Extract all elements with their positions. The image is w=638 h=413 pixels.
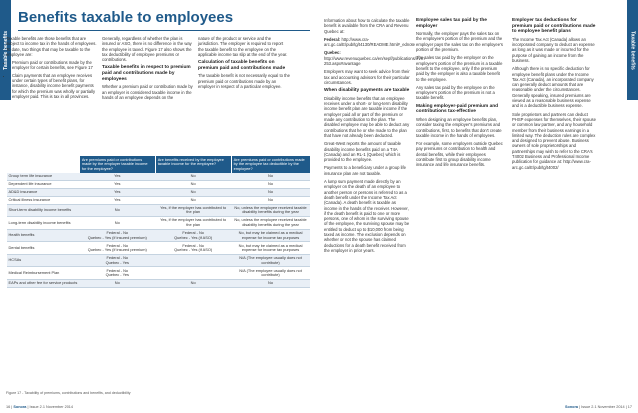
right-footer: Sonora | Issue 2.1 November 2014 | 17 [564,405,632,409]
employer-premium-taxable-cell: Yes [79,196,155,204]
federal-link[interactable]: http://www.cra-arc.gc.ca/E/pub/tg/t4130/README.html#_ednote [324,36,416,48]
employee-deductible-cell: No, but may be claimed as a medical expense for income tax purposes [231,242,310,255]
row-label: Critical illness insurance [7,196,80,204]
quebec-label: Quebec: [324,50,341,56]
employee-deductible-cell: No, unless the employee received taxable disability benefits during the year [231,204,310,217]
employer-premium-taxable-cell: Yes [79,173,155,180]
section-heading: Taxable benefits in respect to premium paid and contributions made by employees [102,65,191,82]
list-item: • Premium paid or contributions made by the employer for certain benefits, see Figure 17 [12,60,98,71]
benefit-taxable-cell: No [155,280,231,288]
quebec-link[interactable]: http://www.revenuquebec.ca/en/sepf/publications/rn/rn-253.aspx#avantage [324,55,426,67]
left-side-tab-label: Taxable benefits [2,30,9,70]
taxable-items-list [12,60,98,99]
left-page [0,0,318,413]
row-label: Group term life insurance [7,173,80,180]
paragraph: Any sales tax paid by the employee on the employee's portion of the premium is not a taxable benefit. [416,84,495,101]
title-divider [18,30,310,31]
table-row [7,242,311,255]
employee-deductible-cell: No [231,180,310,188]
right-page [320,0,638,413]
row-label: Short-term disability income benefits [7,204,80,217]
paragraph: Generally, regardless of whether the plan is insured or ASO, there is no difference in the way the employee is taxed. Figure 17 also shows the tax deductibility of employee premiums or contributions. [102,36,192,63]
table-row [7,196,311,204]
left-column-3 [198,36,290,92]
left-column-2 [102,36,194,103]
paragraph: nature of the product or service and the jurisdiction. The employer is required to report the taxable benefit to the employee on the applicable income tax slip at the end of the year. [198,36,288,57]
employer-premium-taxable-cell: Federal - No Quebec - Yes [79,254,155,267]
page-number: 17 [627,405,632,409]
employer-premium-taxable-cell: Federal - No Quebec - Yes (if insured premium) [79,242,155,255]
right-side-tab [627,0,638,100]
paragraph: The sales tax paid by the employer on the employee's portion of the premium is a taxable benefit to the employee, only if the premium paid by the employer is also a taxable benefit to the employee. [416,55,503,82]
section-heading: Making employer-paid premium and contributions tax-effective [416,103,499,115]
employer-premium-taxable-cell: Yes [79,180,155,188]
table-row [7,180,311,188]
employee-deductible-cell: No [231,280,310,288]
employer-premium-taxable-cell: No [79,280,155,288]
row-label: EAPs and other fee for service products [7,280,80,288]
employer-premium-taxable-cell: Federal - No Quebec - Yes [79,267,155,280]
employer-premium-taxable-cell: No [79,217,155,230]
paragraph: Normally, the employer pays the sales tax on the employee's portion of the premium and the employer pays the sales tax on the employee's portion of the premium. [416,31,503,53]
page-number: 16 [6,405,11,409]
row-label: HCSAs [7,254,80,267]
paragraph: Sole proprietors and partners can deduct PHSP expenses for themselves, their spouse or common law partner, and any household member from their business earnings in a limited way. The deduction rules are complex and designed to prevent abuse. Business owners of sole proprietorships and partnerships may wish to refer to the CRA's T4002 Business and Professional Income publication for guidance at: http://www.cra-arc.gc.ca/E/pub/tg/t4002/ [512,111,596,170]
table-header-row [7,156,311,173]
benefit-taxable-cell: Yes, if the employer has contributed to the plan [155,204,231,217]
paragraph: The taxable benefit is not necessarily equal to the premium paid or contributions made by an employer in respect of a particular employee. [198,73,290,89]
table-row [7,267,311,280]
taxability-table-container [6,156,310,288]
right-column-3 [512,18,596,173]
row-label: Health benefits [7,229,80,242]
row-label: AD&D insurance [7,188,80,196]
section-heading: Calculation of taxable benefits on premium paid and contributions made [198,60,286,71]
table-row [7,204,311,217]
right-column-2 [416,18,504,171]
employee-deductible-cell: No [231,173,310,180]
section-heading: When disability payments are taxable [324,88,410,94]
row-label: Dental benefits [7,242,80,255]
employee-deductible-cell: No [231,196,310,204]
table-body [7,173,311,288]
paragraph: Disability income benefits that an employee receives under a short- or long-term disability income benefit plan are taxable income if the employer paid all or part of the premium or made any contribution to the plan. The disabled employee may be able to deduct any contributions that he or she made to the plan that have not already been deducted. [324,95,410,138]
table-row [7,188,311,196]
table-row [7,229,311,242]
right-column-1 [324,18,426,256]
left-column-1 [6,36,98,101]
section-heading: Employer tax deductions for premium paid or contributions made to employee benefit plans [512,18,596,35]
quebec-link-paragraph [324,50,426,67]
benefit-taxable-cell: Federal - No Quebec - Yes (if ASO) [155,229,231,242]
paragraph: When designing an employee benefits plan, consider taxing the employer's premiums and contributions, first, to benefits that don't create taxable income in the hands of employees. [416,116,502,138]
benefit-taxable-cell: No [155,196,231,204]
paragraph: Information about how to calculate the taxable benefit is available from the CRA and Revenu Quebec at: [324,18,410,34]
right-side-tab-label: Taxable benefits [629,30,636,70]
federal-link-paragraph [324,36,416,48]
header-cell: Are benefits received by the employee taxable income for the employee? [155,156,231,173]
paragraph: Whether a premium paid or contribution made by an employer is considered taxable income in the hands of an employee depends on the [102,84,193,100]
benefit-taxable-cell: No [155,173,231,180]
row-label: Medical Reimbursement Plan [7,267,80,280]
benefit-taxable-cell: Yes, if the employer has contributed to the plan [155,217,231,230]
benefit-taxable-cell: No [155,180,231,188]
list-item: • Claim payments that an employee receives under certain types of benefit plans, for instance, disability income benefit payments for which the premium was wholly or partially employer paid. This is tax in all provinces. [12,73,98,99]
paragraph: For example, some employers outside Quebec pay premiums or contribution to health and dental benefits, while their employees contribute first to group disability income insurance and life insurance benefits. [416,141,503,168]
paragraph: Payments to a beneficiary under a group life insurance plan are not taxable. [324,165,406,176]
left-footer: 16 | Sonora | Issue 2.1 November 2014 [6,405,74,409]
employee-deductible-cell: No, unless the employee received taxable disability benefits during the year [231,217,310,230]
table-row [7,280,311,288]
benefit-taxable-cell: Federal - No Quebec - Yes (if ASO) [155,242,231,255]
employer-premium-taxable-cell: No [79,204,155,217]
header-cell: Are premiums paid or contributions made by the employee tax deductible by the employee? [231,156,310,173]
section-heading: Employee sales tax paid by the employer [416,18,487,29]
benefit-taxable-cell [155,254,231,267]
paragraph: The Income Tax Act (Canada) allows an incorporated company to deduct an expense as long as it was made or incurred for the purpose of gaining an income from the business. [512,36,595,63]
paragraph: Great-West reports the amount of taxable disability income benefits paid on a T4A (Canada) and an RL-1 (Quebec) which is provided to the employee. [324,141,401,163]
figure-caption: Figure 17 - Taxability of premiums, contributions and benefits, and deductibility [6,391,131,395]
employee-deductible-cell: No [231,188,310,196]
federal-label: Federal: [324,36,341,42]
employer-premium-taxable-cell: Federal - No Quebec - Yes (if insured premium) [79,229,155,242]
benefit-taxable-cell [155,267,231,280]
table-row [7,217,311,230]
row-label: Long-term disability income benefits [7,217,80,230]
table-row [7,173,311,180]
row-label: Dependent life insurance [7,180,80,188]
paragraph: Employers may want to seek advice from their tax and accounting advisors for their particular circumstances. [324,69,410,85]
issue-info: Issue 2.1 November 2014 [581,405,625,409]
header-cell: Are premiums paid or contributions made by the employer taxable income for the employee? [79,156,155,173]
page-title: Benefits taxable to employees [18,9,234,26]
employee-deductible-cell: No, but may be claimed as a medical expense for income tax purposes [231,229,310,242]
table-row [7,254,311,267]
taxability-table [6,156,310,288]
issue-info: Issue 2.1 November 2014 [29,405,74,409]
brand-name: Sonora [564,405,579,409]
employee-deductible-cell: N/A (The employee usually does not contribute) [231,267,310,280]
brand-name: Sonora [13,405,27,409]
paragraph: A lump sum payment made directly by an employer on the death of an employee to another person or persons is referred to as a death benefit under the Income Tax Act (Canada). A death benefit is taxable as income in the hands of the receiver. However, if the death benefit is paid to one or more persons, one of whom is the surviving spouse of the employee, the surviving spouse may be entitled to deduct up to $10,000 from being taxed as income. The exclusion depends on whether or not the spouse has claimed deductions for a death benefit received from the employer in prior years. [324,179,410,253]
employer-premium-taxable-cell: Yes [79,188,155,196]
header-cell [7,156,80,173]
benefit-taxable-cell: No [155,188,231,196]
intro-paragraph: Taxable benefits are those benefits that are subject to income tax in the hands of employees. To date, two things that may be taxable to the employee are: [6,36,97,57]
employee-deductible-cell: N/A (The employee usually does not contribute) [231,254,310,267]
paragraph: Although there is no specific deduction for employee benefit plans under the Income Tax Act (Canada), an incorporated company can generally deduct amounts that are reasonable under the circumstances. Generally speaking, insured premiums are viewed as a reasonable business expense and is a deductible business expense. [512,66,594,109]
